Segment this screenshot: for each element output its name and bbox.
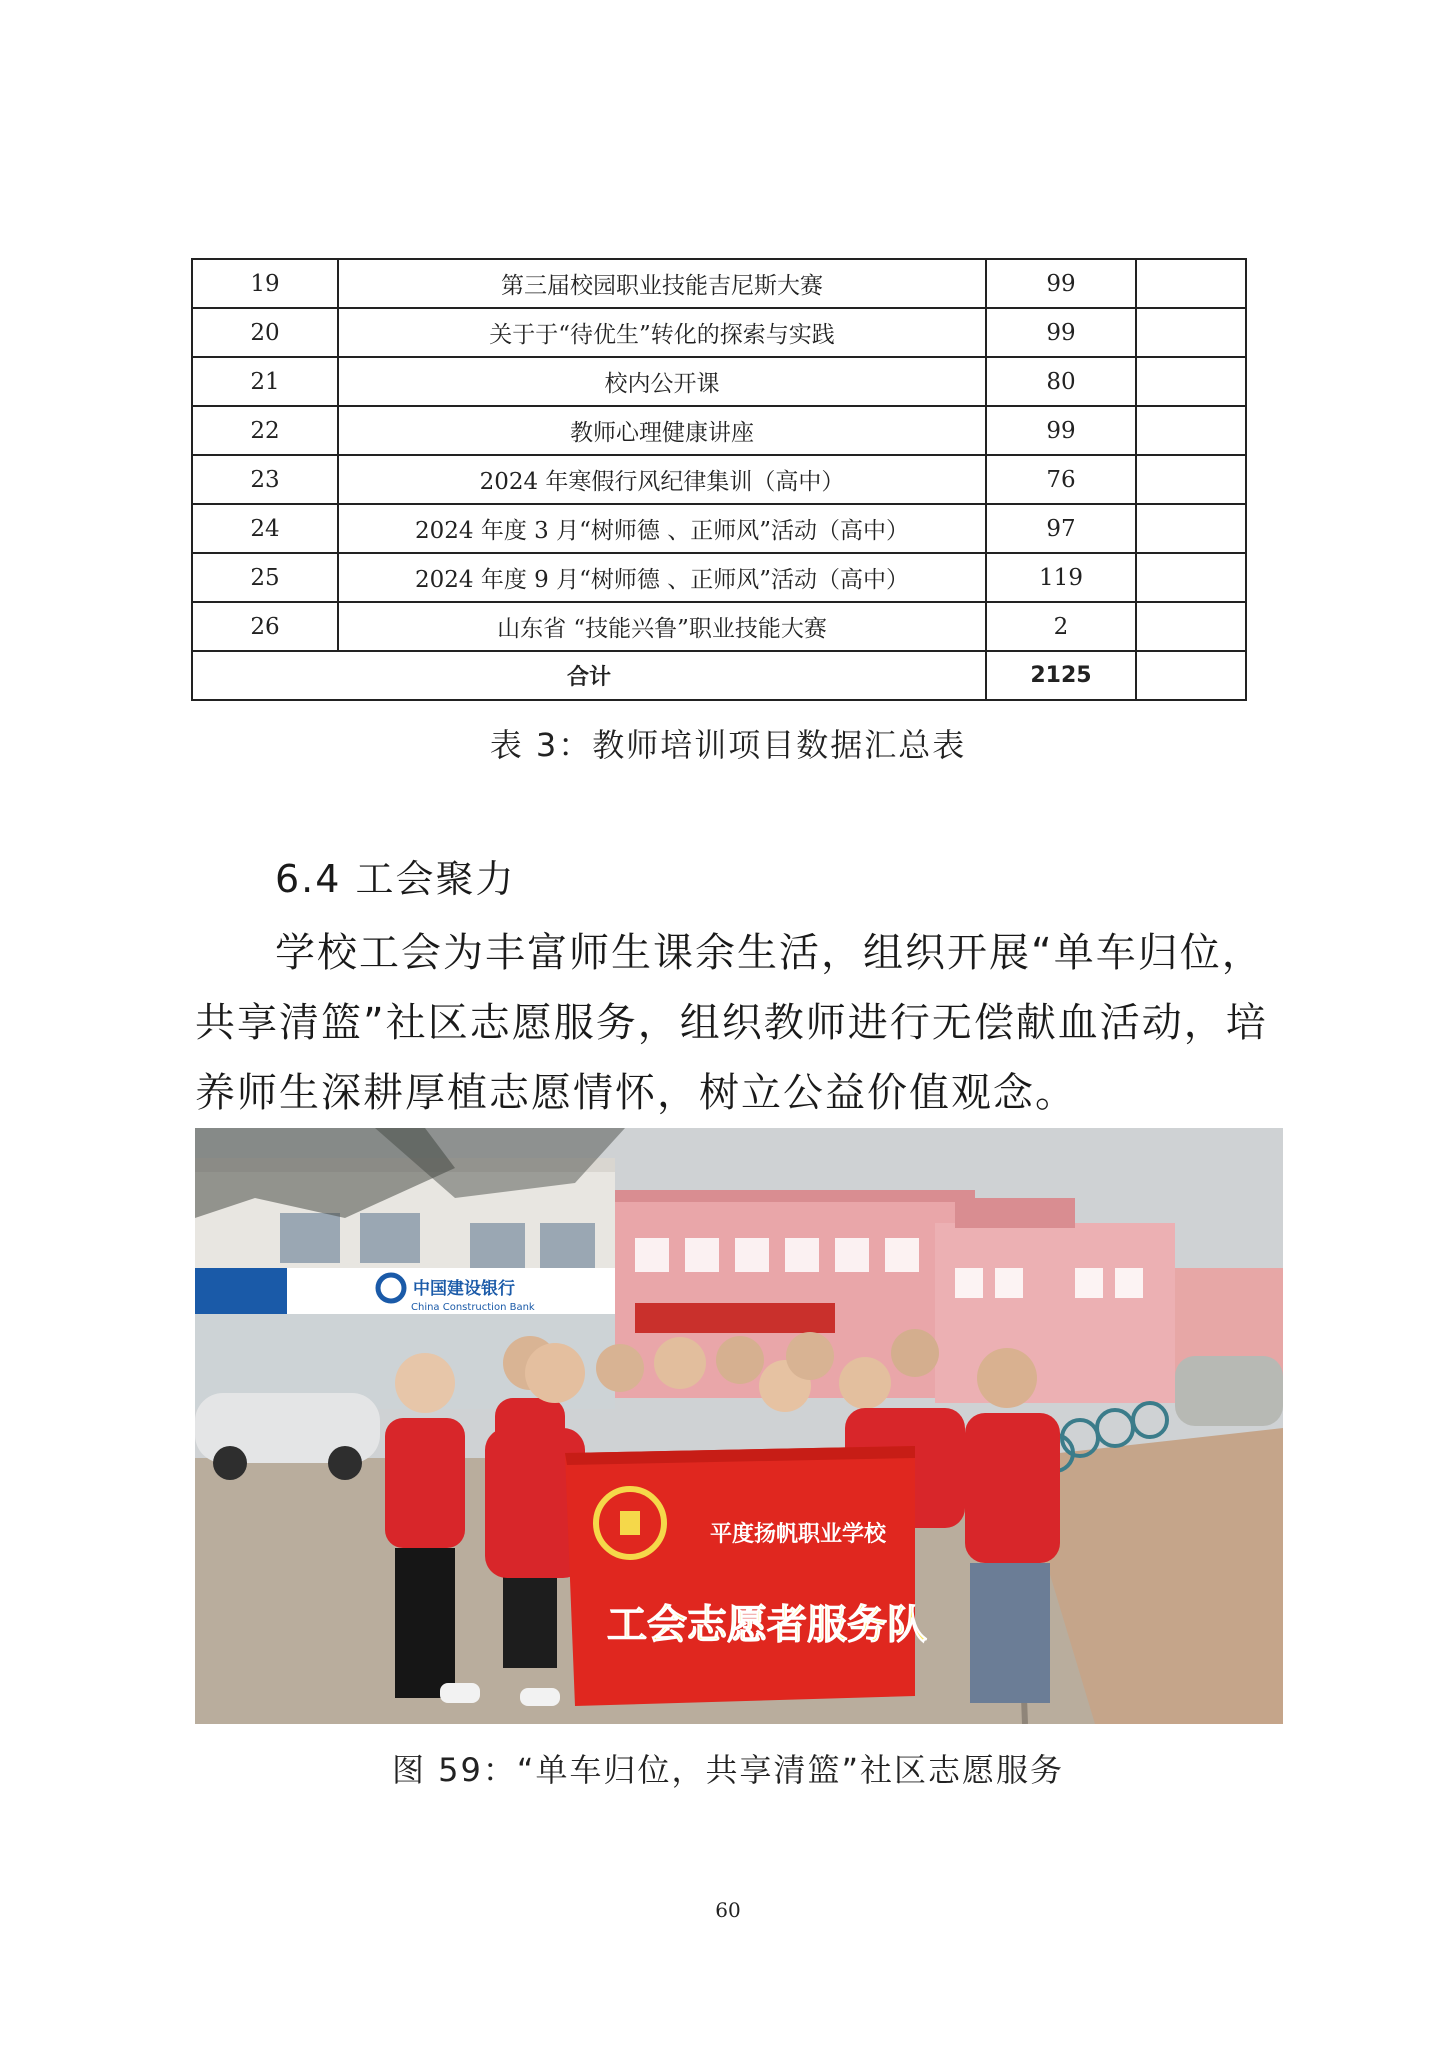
table-row	[192, 357, 1246, 406]
table-row	[192, 308, 1246, 357]
total-count-cell: 2125	[986, 651, 1136, 700]
section-title: 6.4 工会聚力	[275, 857, 516, 901]
participant-count-cell: 99	[986, 259, 1136, 308]
participant-count-cell: 99	[986, 308, 1136, 357]
note-cell	[1136, 553, 1246, 602]
table-row	[192, 504, 1246, 553]
project-name-cell: 关于于“待优生”转化的探索与实践	[338, 308, 986, 357]
participant-count-cell: 76	[986, 455, 1136, 504]
note-cell	[1136, 455, 1246, 504]
project-name-cell: 2024 年度 9 月“树师德 、正师风”活动（高中）	[338, 553, 986, 602]
project-name-cell: 校内公开课	[338, 357, 986, 406]
table-total-row	[192, 651, 1246, 700]
volunteer-service-photo	[195, 1128, 1283, 1724]
photo-illustration	[195, 1128, 1283, 1724]
row-number-cell: 21	[192, 357, 338, 406]
row-number-cell: 23	[192, 455, 338, 504]
project-name-cell: 教师心理健康讲座	[338, 406, 986, 455]
bank-sign-text: 中国建设银行	[413, 1279, 515, 1299]
banner-school-text: 平度扬帆职业学校	[710, 1522, 887, 1547]
row-number-cell: 26	[192, 602, 338, 651]
table-row	[192, 259, 1246, 308]
row-number-cell: 20	[192, 308, 338, 357]
training-summary-table	[191, 258, 1247, 701]
note-cell	[1136, 504, 1246, 553]
banner	[565, 1446, 927, 1706]
participant-count-cell: 119	[986, 553, 1136, 602]
note-cell	[1136, 406, 1246, 455]
table-caption: 表 3：教师培训项目数据汇总表	[489, 726, 967, 764]
row-number-cell: 25	[192, 553, 338, 602]
section-paragraph: 学校工会为丰富师生课余生活，组织开展“单车归位，共享清篮”社区志愿服务，组织教师进行无偿献血活动，培养师生深耕厚植志愿情怀，树立公益价值观念。	[195, 930, 1268, 1116]
table-row	[192, 602, 1246, 651]
row-number-cell: 22	[192, 406, 338, 455]
table-row	[192, 455, 1246, 504]
page-number: 60	[715, 1898, 741, 1922]
table-row	[192, 406, 1246, 455]
note-cell	[1136, 357, 1246, 406]
participant-count-cell: 2	[986, 602, 1136, 651]
row-number-cell: 24	[192, 504, 338, 553]
project-name-cell: 山东省 “技能兴鲁”职业技能大赛	[338, 602, 986, 651]
row-number-cell: 19	[192, 259, 338, 308]
participant-count-cell: 97	[986, 504, 1136, 553]
note-cell	[1136, 308, 1246, 357]
note-cell	[1136, 602, 1246, 651]
participant-count-cell: 99	[986, 406, 1136, 455]
project-name-cell: 第三届校园职业技能吉尼斯大赛	[338, 259, 986, 308]
banner-team-text: 工会志愿者服务队	[607, 1602, 927, 1648]
project-name-cell: 2024 年寒假行风纪律集训（高中）	[338, 455, 986, 504]
project-name-cell: 2024 年度 3 月“树师德 、正师风”活动（高中）	[338, 504, 986, 553]
note-cell	[1136, 651, 1246, 700]
table-row	[192, 553, 1246, 602]
bank-sign-en-text: China Construction Bank	[411, 1302, 535, 1313]
participant-count-cell: 80	[986, 357, 1136, 406]
note-cell	[1136, 259, 1246, 308]
total-label-cell: 合计	[192, 651, 986, 700]
figure-caption: 图 59：“单车归位，共享清篮”社区志愿服务	[391, 1751, 1065, 1789]
